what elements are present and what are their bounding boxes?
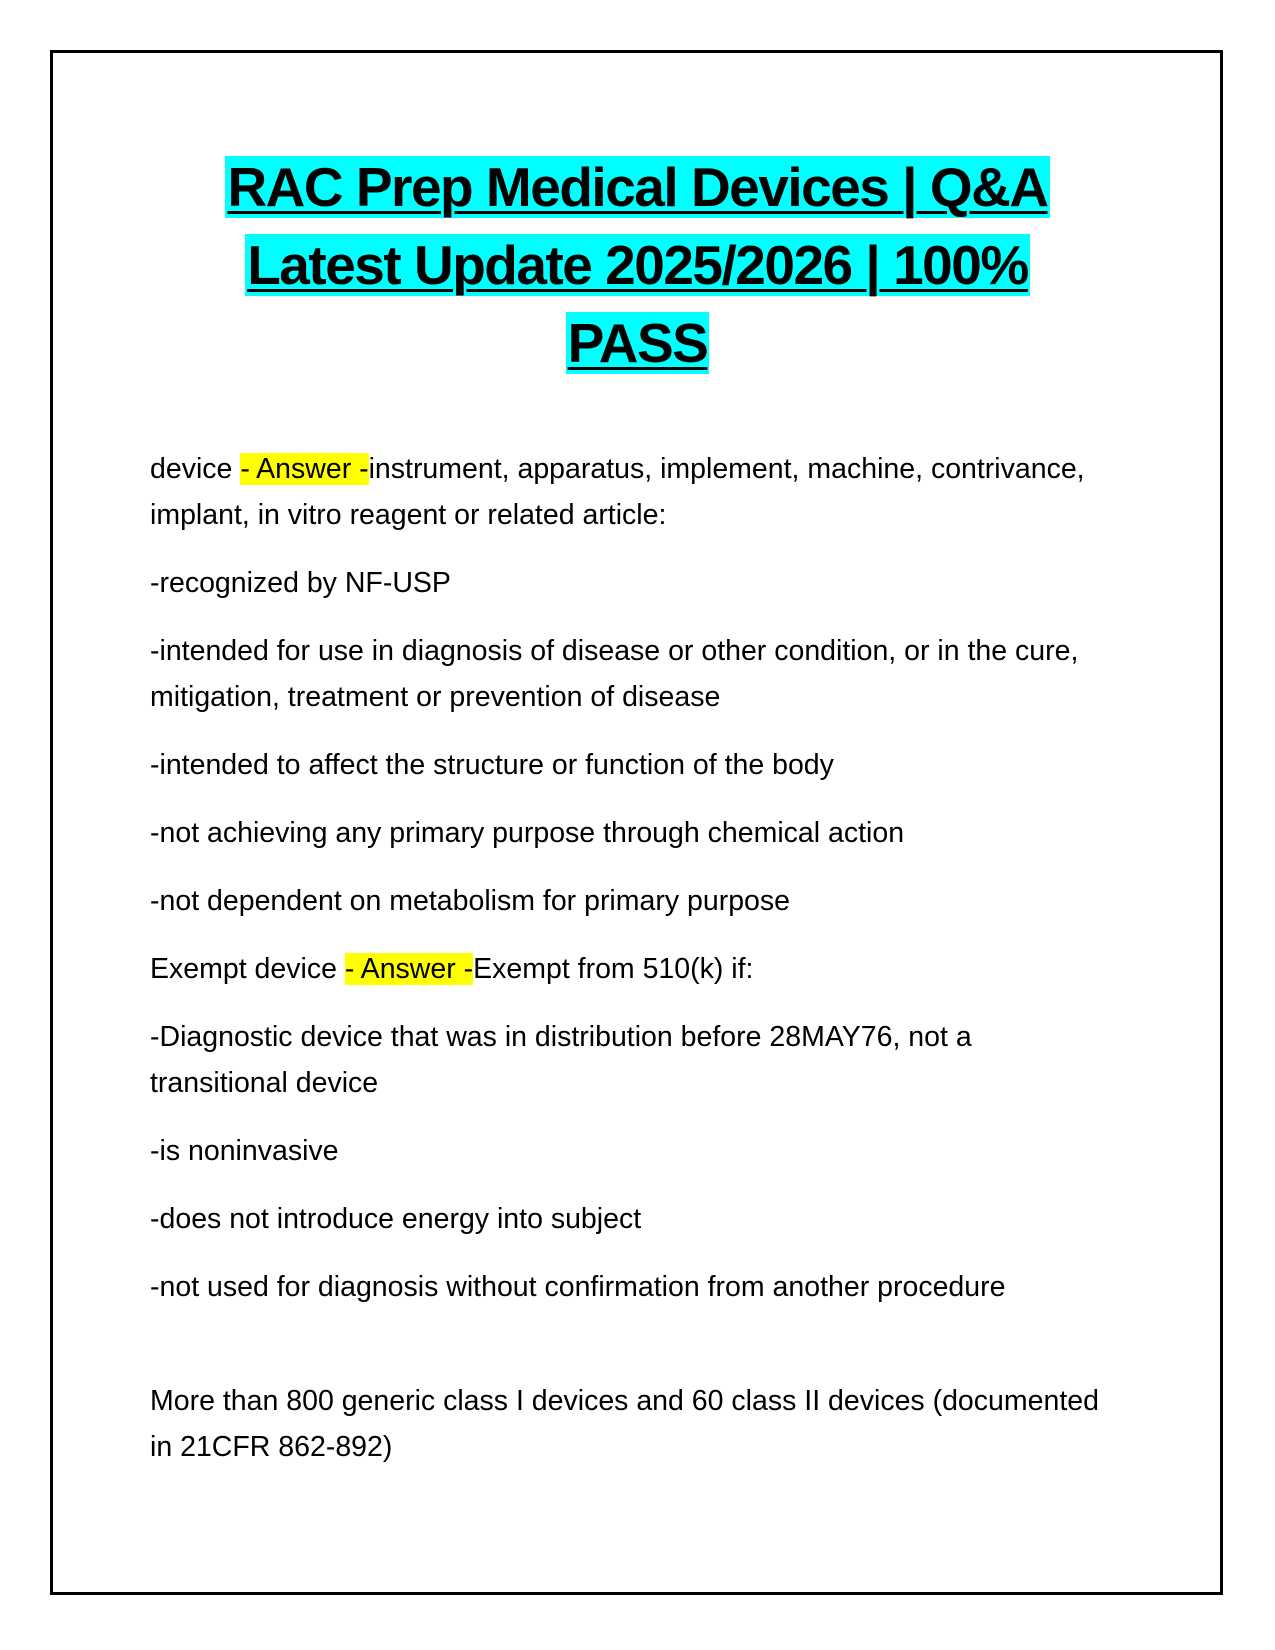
answer-marker: - Answer -	[344, 953, 474, 985]
qa-content	[150, 446, 1110, 1492]
entry-term: Exempt device	[150, 953, 345, 985]
entry-definition: Exempt from 510(k) if:	[473, 953, 754, 985]
title-line-1: RAC Prep Medical Devices | Q&A	[227, 156, 1048, 218]
title-line-2: Latest Update 2025/2026 | 100%	[247, 234, 1028, 296]
answer-marker: - Answer -	[240, 453, 369, 485]
entry-term: device	[150, 453, 241, 485]
bullet-item: -does not introduce energy into subject	[150, 1203, 642, 1235]
bullet-item: -intended to affect the structure or function of the body	[150, 749, 834, 781]
bullet-item: -not achieving any primary purpose through chemical action	[150, 817, 905, 849]
bullet-item: -intended for use in diagnosis of disease or other condition, or in the cure, mitigation, treatment or prevention of disease	[150, 635, 1079, 713]
qa-entry-device	[150, 446, 1110, 538]
bullet-item: -recognized by NF-USP	[150, 567, 451, 599]
document-title	[150, 148, 1125, 382]
entry-definition: instrument, apparatus, implement, machine, contrivance, implant, in vitro reagent or related article:	[150, 453, 1085, 531]
bullet-item: -not used for diagnosis without confirmation from another procedure	[150, 1271, 1006, 1303]
title-line-3: PASS	[567, 312, 708, 374]
bullet-item: -Diagnostic device that was in distribution before 28MAY76, not a transitional device	[150, 1021, 972, 1099]
qa-entry-exempt-device	[150, 946, 1110, 992]
bullet-item: -not dependent on metabolism for primary purpose	[150, 885, 791, 917]
exemption-note: More than 800 generic class I devices and 60 class II devices (documented in 21CFR 862-892)	[150, 1385, 1099, 1463]
bullet-item: -is noninvasive	[150, 1135, 339, 1167]
